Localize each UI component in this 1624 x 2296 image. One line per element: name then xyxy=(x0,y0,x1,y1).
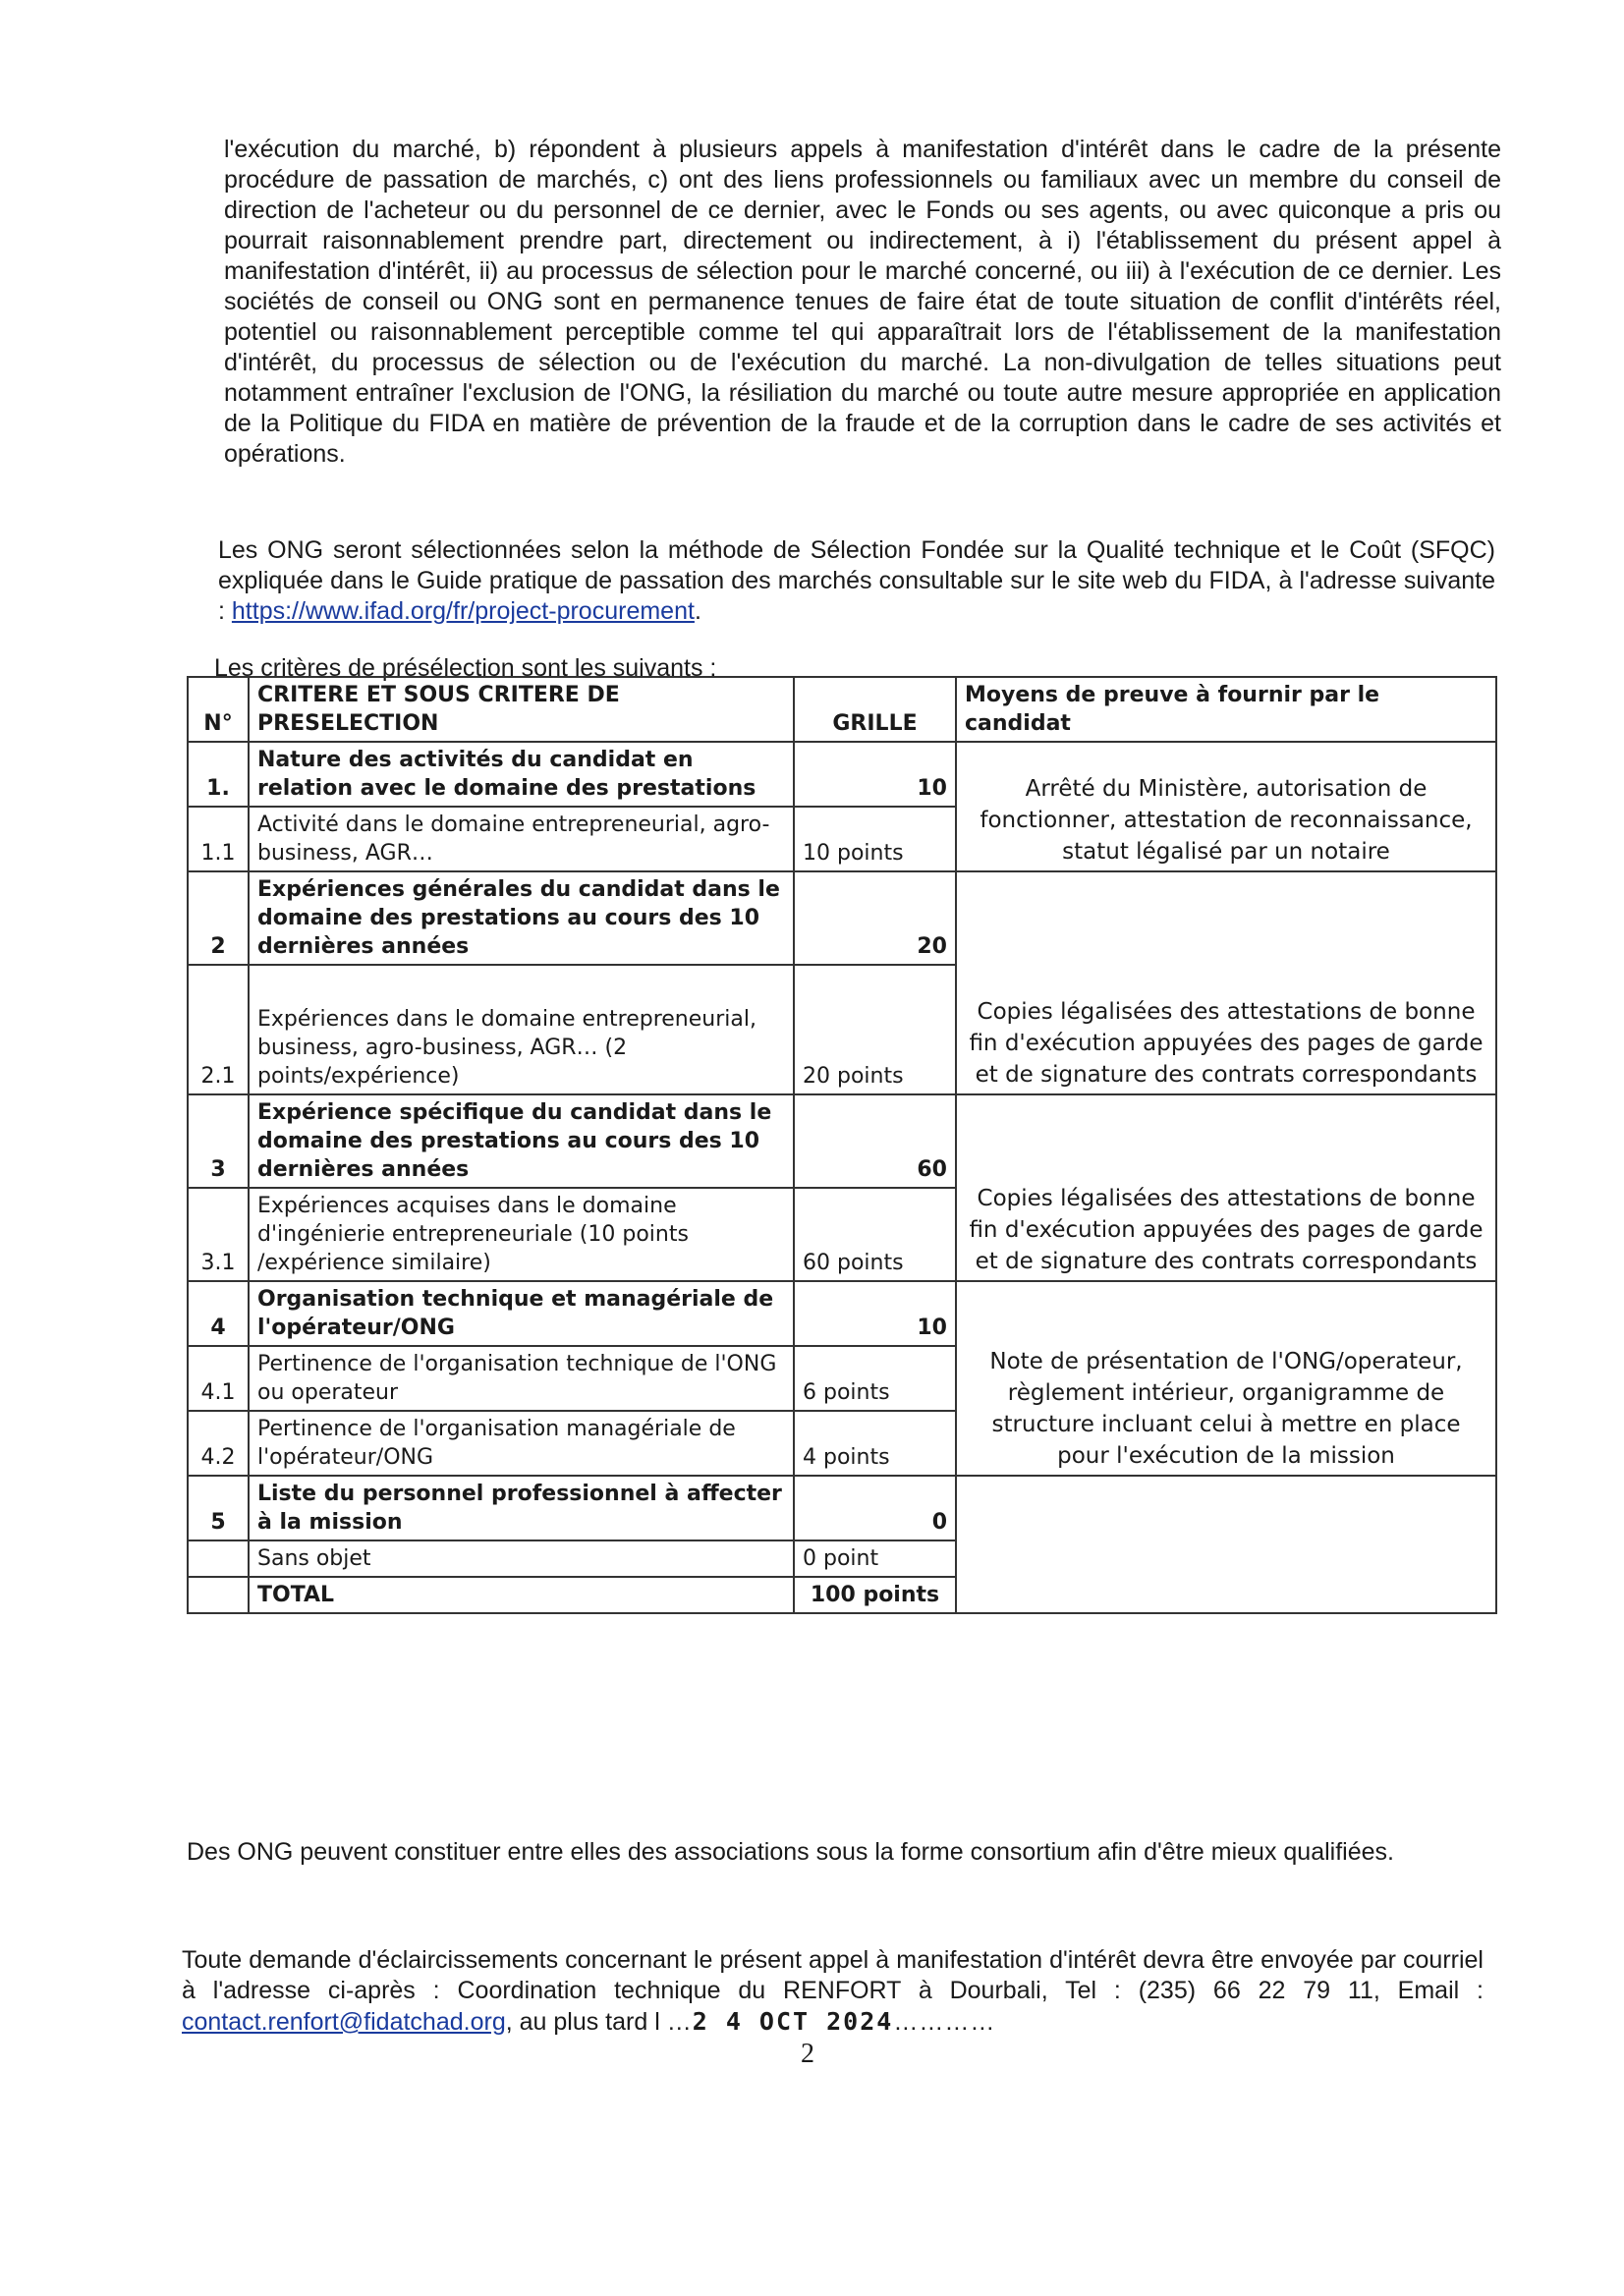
ifad-procurement-link[interactable]: https://www.ifad.org/fr/project-procurement xyxy=(231,597,695,625)
row-num: 3.1 xyxy=(188,1188,249,1281)
row-label: Expérience spécifique du candidat dans le domaine des prestations au cours des 10 dernières années xyxy=(249,1094,794,1188)
row-num: 3 xyxy=(188,1094,249,1188)
row-grille: 6 points xyxy=(794,1346,956,1411)
row-num: 4.1 xyxy=(188,1346,249,1411)
clarifications-mid: , au plus tard l xyxy=(505,2008,667,2036)
row-grille: 20 points xyxy=(794,965,956,1094)
dots-leader: … xyxy=(666,2008,693,2036)
row-num xyxy=(188,1540,249,1577)
row-proof: Copies légalisées des attestations de bonne fin d'exécution appuyées des pages de garde et de signature des contrats correspondants xyxy=(956,871,1496,1094)
header-num: N° xyxy=(188,677,249,742)
row-num: 1.1 xyxy=(188,807,249,871)
row-num: 4.2 xyxy=(188,1411,249,1476)
row-proof: Arrêté du Ministère, autorisation de fonctionner, attestation de reconnaissance, statut légalisé par un notaire xyxy=(956,742,1496,871)
row-num: 4 xyxy=(188,1281,249,1346)
row-label: Pertinence de l'organisation managériale de l'opérateur/ONG xyxy=(249,1411,794,1476)
row-proof: Note de présentation de l'ONG/operateur, règlement intérieur, organigramme de structure incluant celui à mettre en place pour l'exécution de la mission xyxy=(956,1281,1496,1476)
row-grille: 60 points xyxy=(794,1188,956,1281)
paragraph-consortium: Des ONG peuvent constituer entre elles des associations sous la forme consortium afin d'être mieux qualifiées. xyxy=(187,1838,1394,1866)
paragraph-selection-method xyxy=(218,535,1495,627)
selection-method-text: Les ONG seront sélectionnées selon la méthode de Sélection Fondée sur la Qualité technique et le Coût (SFQC) expliquée dans le Guide pratique de passation des marchés consultable sur le site web du FIDA, à l'adresse suivante : xyxy=(218,536,1495,625)
row-proof: Copies légalisées des attestations de bonne fin d'exécution appuyées des pages de garde et de signature des contrats correspondants xyxy=(956,1094,1496,1281)
row-label: Pertinence de l'organisation technique de l'ONG ou operateur xyxy=(249,1346,794,1411)
total-num-empty xyxy=(188,1577,249,1613)
header-criteria: CRITERE ET SOUS CRITERE DE PRESELECTION xyxy=(249,677,794,742)
paragraph-conflict-of-interest: l'exécution du marché, b) répondent à plusieurs appels à manifestation d'intérêt dans le cadre de la présente procédure de passation de marchés, c) ont des liens professionnels ou familiaux avec un membre du conseil de direction de l'acheteur ou du personnel de ce dernier, avec le Fonds ou ses agents, ou avec quiconque a pris ou pourrait raisonnablement prendre part, directement ou indirectement, à i) l'établissement du présent appel à manifestation d'intérêt, ii) au processus de sélection pour le marché concerné, ou iii) à l'exécution de ce dernier. Les sociétés de conseil ou ONG sont en permanence tenues de faire état de toute situation de conflit d'intérêts réel, potentiel ou raisonnablement perceptible comme tel qui apparaîtrait lors de l'établissement de la manifestation d'intérêt, du processus de sélection ou de l'exécution du marché. La non-divulgation de telles situations peut notamment entraîner l'exclusion de l'ONG, la résiliation du marché ou toute autre mesure appropriée en application de la Politique du FIDA en matière de prévention de la fraude et de la corruption dans le cadre de ses activités et opérations. xyxy=(224,136,1501,468)
table-row xyxy=(188,742,1496,807)
row-grille: 10 xyxy=(794,742,956,807)
row-label: Sans objet xyxy=(249,1540,794,1577)
selection-method-end: . xyxy=(694,597,701,625)
table-header-row xyxy=(188,677,1496,742)
row-num: 5 xyxy=(188,1476,249,1540)
table-row xyxy=(188,1094,1496,1188)
row-num: 2.1 xyxy=(188,965,249,1094)
dots-trailer: ………… xyxy=(893,2008,996,2036)
row-grille: 4 points xyxy=(794,1411,956,1476)
row-label: Nature des activités du candidat en relation avec le domaine des prestations xyxy=(249,742,794,807)
row-grille: 60 xyxy=(794,1094,956,1188)
preselection-criteria-table xyxy=(187,676,1497,1614)
table-row xyxy=(188,871,1496,965)
row-proof-empty xyxy=(956,1476,1496,1613)
row-label: Liste du personnel professionnel à affecter à la mission xyxy=(249,1476,794,1540)
row-label: Expériences dans le domaine entrepreneurial, business, agro-business, AGR… (2 points/expérience) xyxy=(249,965,794,1094)
row-label: Expériences générales du candidat dans le domaine des prestations au cours des 10 dernières années xyxy=(249,871,794,965)
clarifications-text: Toute demande d'éclaircissements concernant le présent appel à manifestation d'intérêt devra être envoyée par courriel à l'adresse ci-après : Coordination technique du RENFORT à Dourbali, Tel : (235) 66 22 79 11, Email : xyxy=(182,1946,1484,2004)
table-row xyxy=(188,1281,1496,1346)
row-grille: 20 xyxy=(794,871,956,965)
paragraph-clarifications xyxy=(182,1945,1484,2038)
row-grille: 0 point xyxy=(794,1540,956,1577)
row-num: 2 xyxy=(188,871,249,965)
row-label: Expériences acquises dans le domaine d'ingénierie entrepreneuriale (10 points /expérience similaire) xyxy=(249,1188,794,1281)
page-number: 2 xyxy=(801,2039,814,2069)
table-row xyxy=(188,1476,1496,1540)
row-grille: 0 xyxy=(794,1476,956,1540)
criteria-intro: Les critères de présélection sont les suivants : xyxy=(214,654,717,682)
row-label: Activité dans le domaine entrepreneurial, agro-business, AGR… xyxy=(249,807,794,871)
date-stamp: 2 4 OCT 2024 xyxy=(692,2007,894,2036)
header-grille: GRILLE xyxy=(794,677,956,742)
total-label: TOTAL xyxy=(249,1577,794,1613)
row-label: Organisation technique et managériale de l'opérateur/ONG xyxy=(249,1281,794,1346)
header-proof: Moyens de preuve à fournir par le candidat xyxy=(956,677,1496,742)
row-grille: 10 points xyxy=(794,807,956,871)
total-grille: 100 points xyxy=(794,1577,956,1613)
contact-email-link[interactable]: contact.renfort@fidatchad.org xyxy=(182,2008,506,2036)
row-grille: 10 xyxy=(794,1281,956,1346)
row-num: 1. xyxy=(188,742,249,807)
